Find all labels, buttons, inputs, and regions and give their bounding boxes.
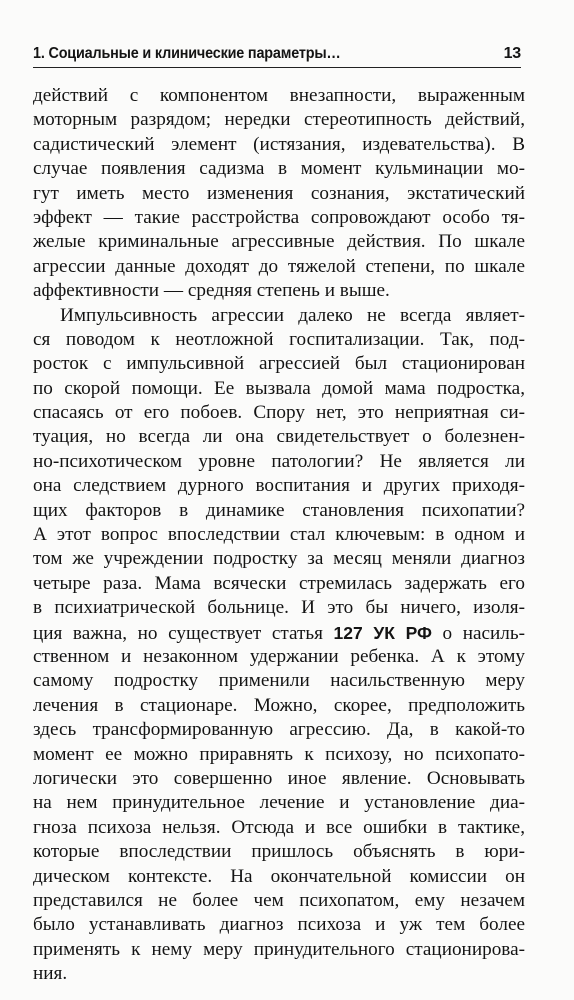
text-line: спасаясь от его побоев. Спору нет, это неприятная си- [33, 402, 525, 424]
text-line: на нем принудительное лечение и установление диа- [33, 792, 525, 814]
paragraph-1 [33, 84, 525, 304]
page-number: 13 [503, 45, 521, 62]
running-head [33, 43, 521, 65]
text-line: дическом контексте. На окончательной комиссии он [33, 865, 525, 887]
text-line: агрессии данные доходят до тяжелой степени, по шкале [33, 255, 525, 277]
text-line: ственном и незаконном удержании ребенка. А к этому [33, 645, 525, 667]
text-segment: ция важна, но существует статья [33, 622, 334, 644]
header-rule [33, 67, 521, 68]
text-line: аффективности — средняя степень и выше. [33, 280, 390, 302]
text-line: применять к нему меру принудительного стационирова- [33, 938, 525, 960]
text-line: гут иметь место изменения сознания, экстатический [33, 182, 525, 204]
body-text [33, 84, 525, 986]
running-title: 1. Социальные и клинические параметры… [33, 45, 341, 62]
text-line: желые криминальные агрессивные действия. По шкале [33, 231, 525, 253]
text-line: Импульсивность агрессии далеко не всегда являет- [60, 304, 525, 326]
text-line: в психиатрической больнице. И это бы ничего, изоля- [33, 597, 525, 619]
text-line: моторным разрядом; нередки стереотипность действий, [33, 109, 525, 131]
text-line: туация, но всегда ли она свидетельствует о болезнен- [33, 426, 525, 448]
text-line: логически это совершенно иное явление. Основывать [33, 767, 525, 789]
text-line: по скорой помощи. Ее вызвала домой мама подростка, [33, 377, 525, 399]
text-line: представился не более чем психопатом, ему незачем [33, 889, 525, 911]
paragraph-2 [33, 304, 525, 987]
law-reference: 127 УК РФ [333, 622, 432, 643]
text-line: было устанавливать диагноз психоза и уж тем более [33, 914, 525, 936]
text-line: но-психотическом уровне патологии? Не является ли [33, 450, 525, 472]
text-line: случае появления садизма в момент кульминации мо- [33, 158, 525, 180]
text-line: садистический элемент (истязания, издевательства). В [33, 133, 525, 155]
text-line-with-law-reference [33, 621, 525, 645]
text-line: четыре раза. Мама всячески стремилась задержать его [33, 572, 525, 594]
text-line: момент ее можно приравнять к психозу, но психопато- [33, 743, 525, 765]
text-line: том же учреждении подростку за месяц меняли диагноз [33, 548, 525, 570]
text-line: росток с импульсивной агрессией был стационирован [33, 353, 525, 375]
text-line: здесь трансформированную агрессию. Да, в какой-то [33, 719, 525, 741]
text-line: эффект — такие расстройства сопровождают особо тя- [33, 206, 525, 228]
text-line: которые впоследствии пришлось объяснять в юри- [33, 841, 525, 863]
text-segment: о насиль- [431, 622, 525, 644]
text-line: самому подростку применили насильственную меру [33, 670, 525, 692]
text-line: ся поводом к неотложной госпитализации. Так, под- [33, 328, 525, 350]
text-line: лечения в стационаре. Можно, скорее, предположить [33, 694, 525, 716]
text-line: ния. [33, 963, 68, 985]
text-line: щих факторов в динамике становления психопатии? [33, 499, 525, 521]
text-line: действий с компонентом внезапности, выраженным [33, 85, 525, 106]
text-line: она следствием дурного воспитания и других приходя- [33, 475, 525, 497]
text-line: А этот вопрос впоследствии стал ключевым: в одном и [33, 524, 525, 546]
text-line: гноза психоза нельзя. Отсюда и все ошибки в тактике, [33, 816, 525, 838]
